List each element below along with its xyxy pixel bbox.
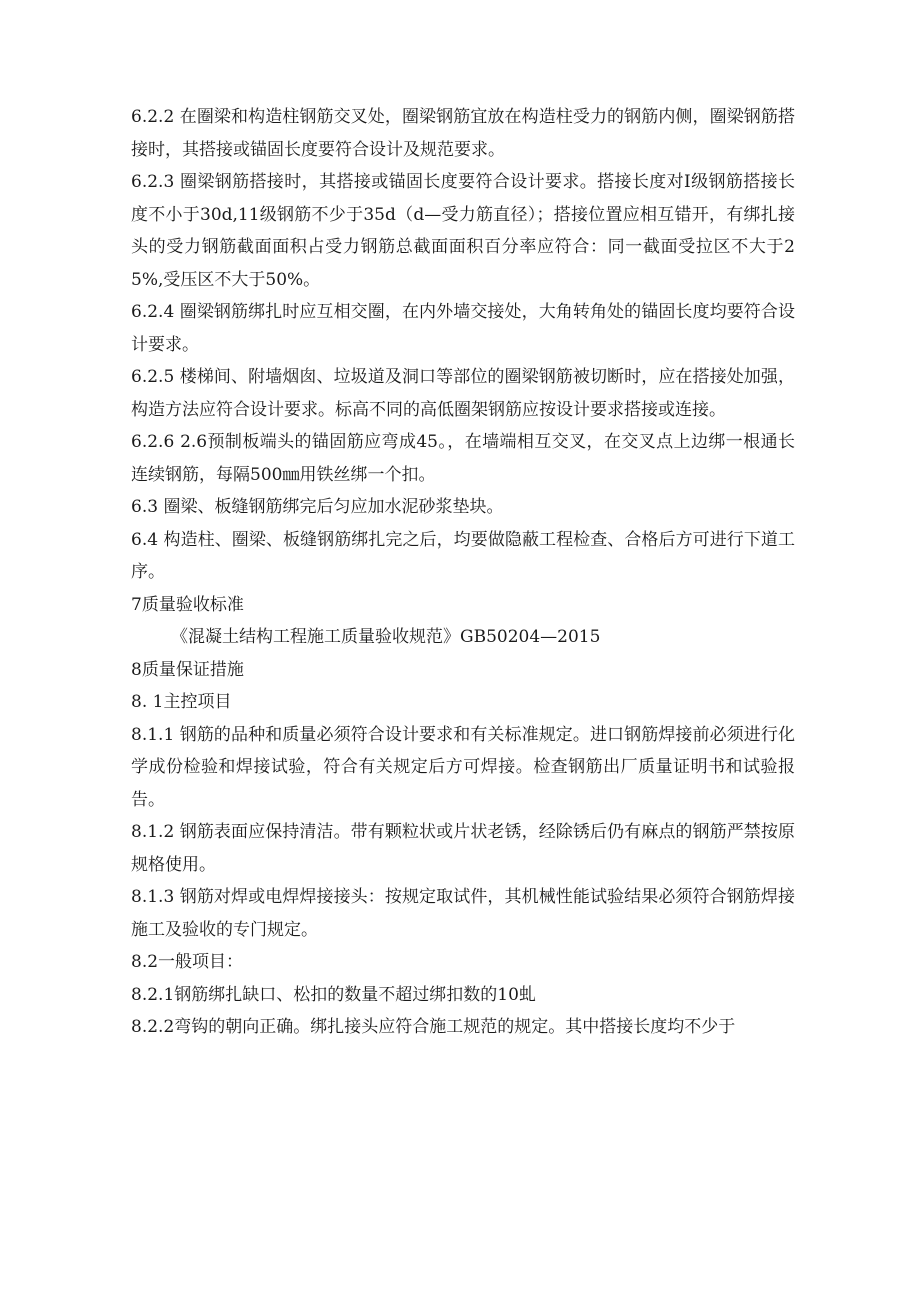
- paragraph-8-1-1: 8.1.1 钢筋的品种和质量必须符合设计要求和有关标准规定。进口钢筋焊接前必须进行化学成份检验和焊接试验，符合有关规定后方可焊接。检查钢筋出厂质量证明书和试验报告。: [131, 724, 795, 810]
- section-heading-8: 8质量保证措施: [131, 659, 244, 680]
- paragraph-8-1-3: 8.1.3 钢筋对焊或电焊焊接接头：按规定取试件，其机械性能试验结果必须符合钢筋焊接施工及验收的专门规定。: [131, 887, 795, 940]
- subsection-heading-8-2: 8.2一般项目：: [131, 952, 244, 972]
- paragraph-6-2-2: 6.2.2 在圈梁和构造柱钢筋交叉处，圈梁钢筋宜放在构造柱受力的钢筋内侧，圈梁钢筋搭接时，其搭接或锚固长度要符合设计及规范要求。: [131, 107, 795, 160]
- paragraph-6-2-4: 6.2.4 圈梁钢筋绑扎时应互相交圈，在内外墙交接处，大角转角处的锚固长度均要符合设计要求。: [131, 302, 795, 355]
- paragraph-6-2-3: 6.2.3 圈梁钢筋搭接时，其搭接或锚固长度要符合设计要求。搭接长度对Ⅰ级钢筋搭接长度不小于30d,11级钢筋不少于35d（d—受力筋直径）；搭接位置应相互错开，有绑扎接头的受力钢筋截面面积占受力钢筋总截面面积百分率应符合：同一截面受拉区不大于25%,受压区不大于50%。: [131, 172, 795, 290]
- paragraph-8-1-2: 8.1.2 钢筋表面应保持清洁。带有颗粒状或片状老锈，经除锈后仍有麻点的钢筋严禁按原规格使用。: [131, 822, 795, 875]
- standard-reference: 《混凝土结构工程施工质量验收规范》GB50204—2015: [171, 627, 601, 647]
- subsection-heading-8-1: 8. 1主控项目: [131, 692, 232, 712]
- paragraph-8-2-2: 8.2.2弯钩的朝向正确。绑扎接头应符合施工规范的规定。其中搭接长度均不少于: [131, 1017, 736, 1037]
- paragraph-6-2-6: 6.2.6 2.6预制板端头的锚固筋应弯成45。，在墙端相互交叉，在交叉点上边绑一根通长连续钢筋，每隔500㎜用铁丝绑一个扣。: [131, 432, 795, 485]
- document-body: [131, 101, 795, 1044]
- section-heading-7: 7质量验收标准: [131, 594, 244, 615]
- paragraph-6-2-5: 6.2.5 楼梯间、附墙烟囱、垃圾道及洞口等部位的圈梁钢筋被切断时，应在搭接处加强，构造方法应符合设计要求。标高不同的高低圈架钢筋应按设计要求搭接或连接。: [131, 367, 795, 420]
- paragraph-6-3: 6.3 圈梁、板缝钢筋绑完后匀应加水泥砂浆垫块。: [131, 497, 504, 517]
- paragraph-8-2-1: 8.2.1钢筋绑扎缺口、松扣的数量不超过绑扣数的10虬: [131, 984, 536, 1005]
- paragraph-6-4: 6.4 构造柱、圈梁、板缝钢筋绑扎完之后，均要做隐蔽工程检查、合格后方可进行下道工序。: [131, 529, 795, 582]
